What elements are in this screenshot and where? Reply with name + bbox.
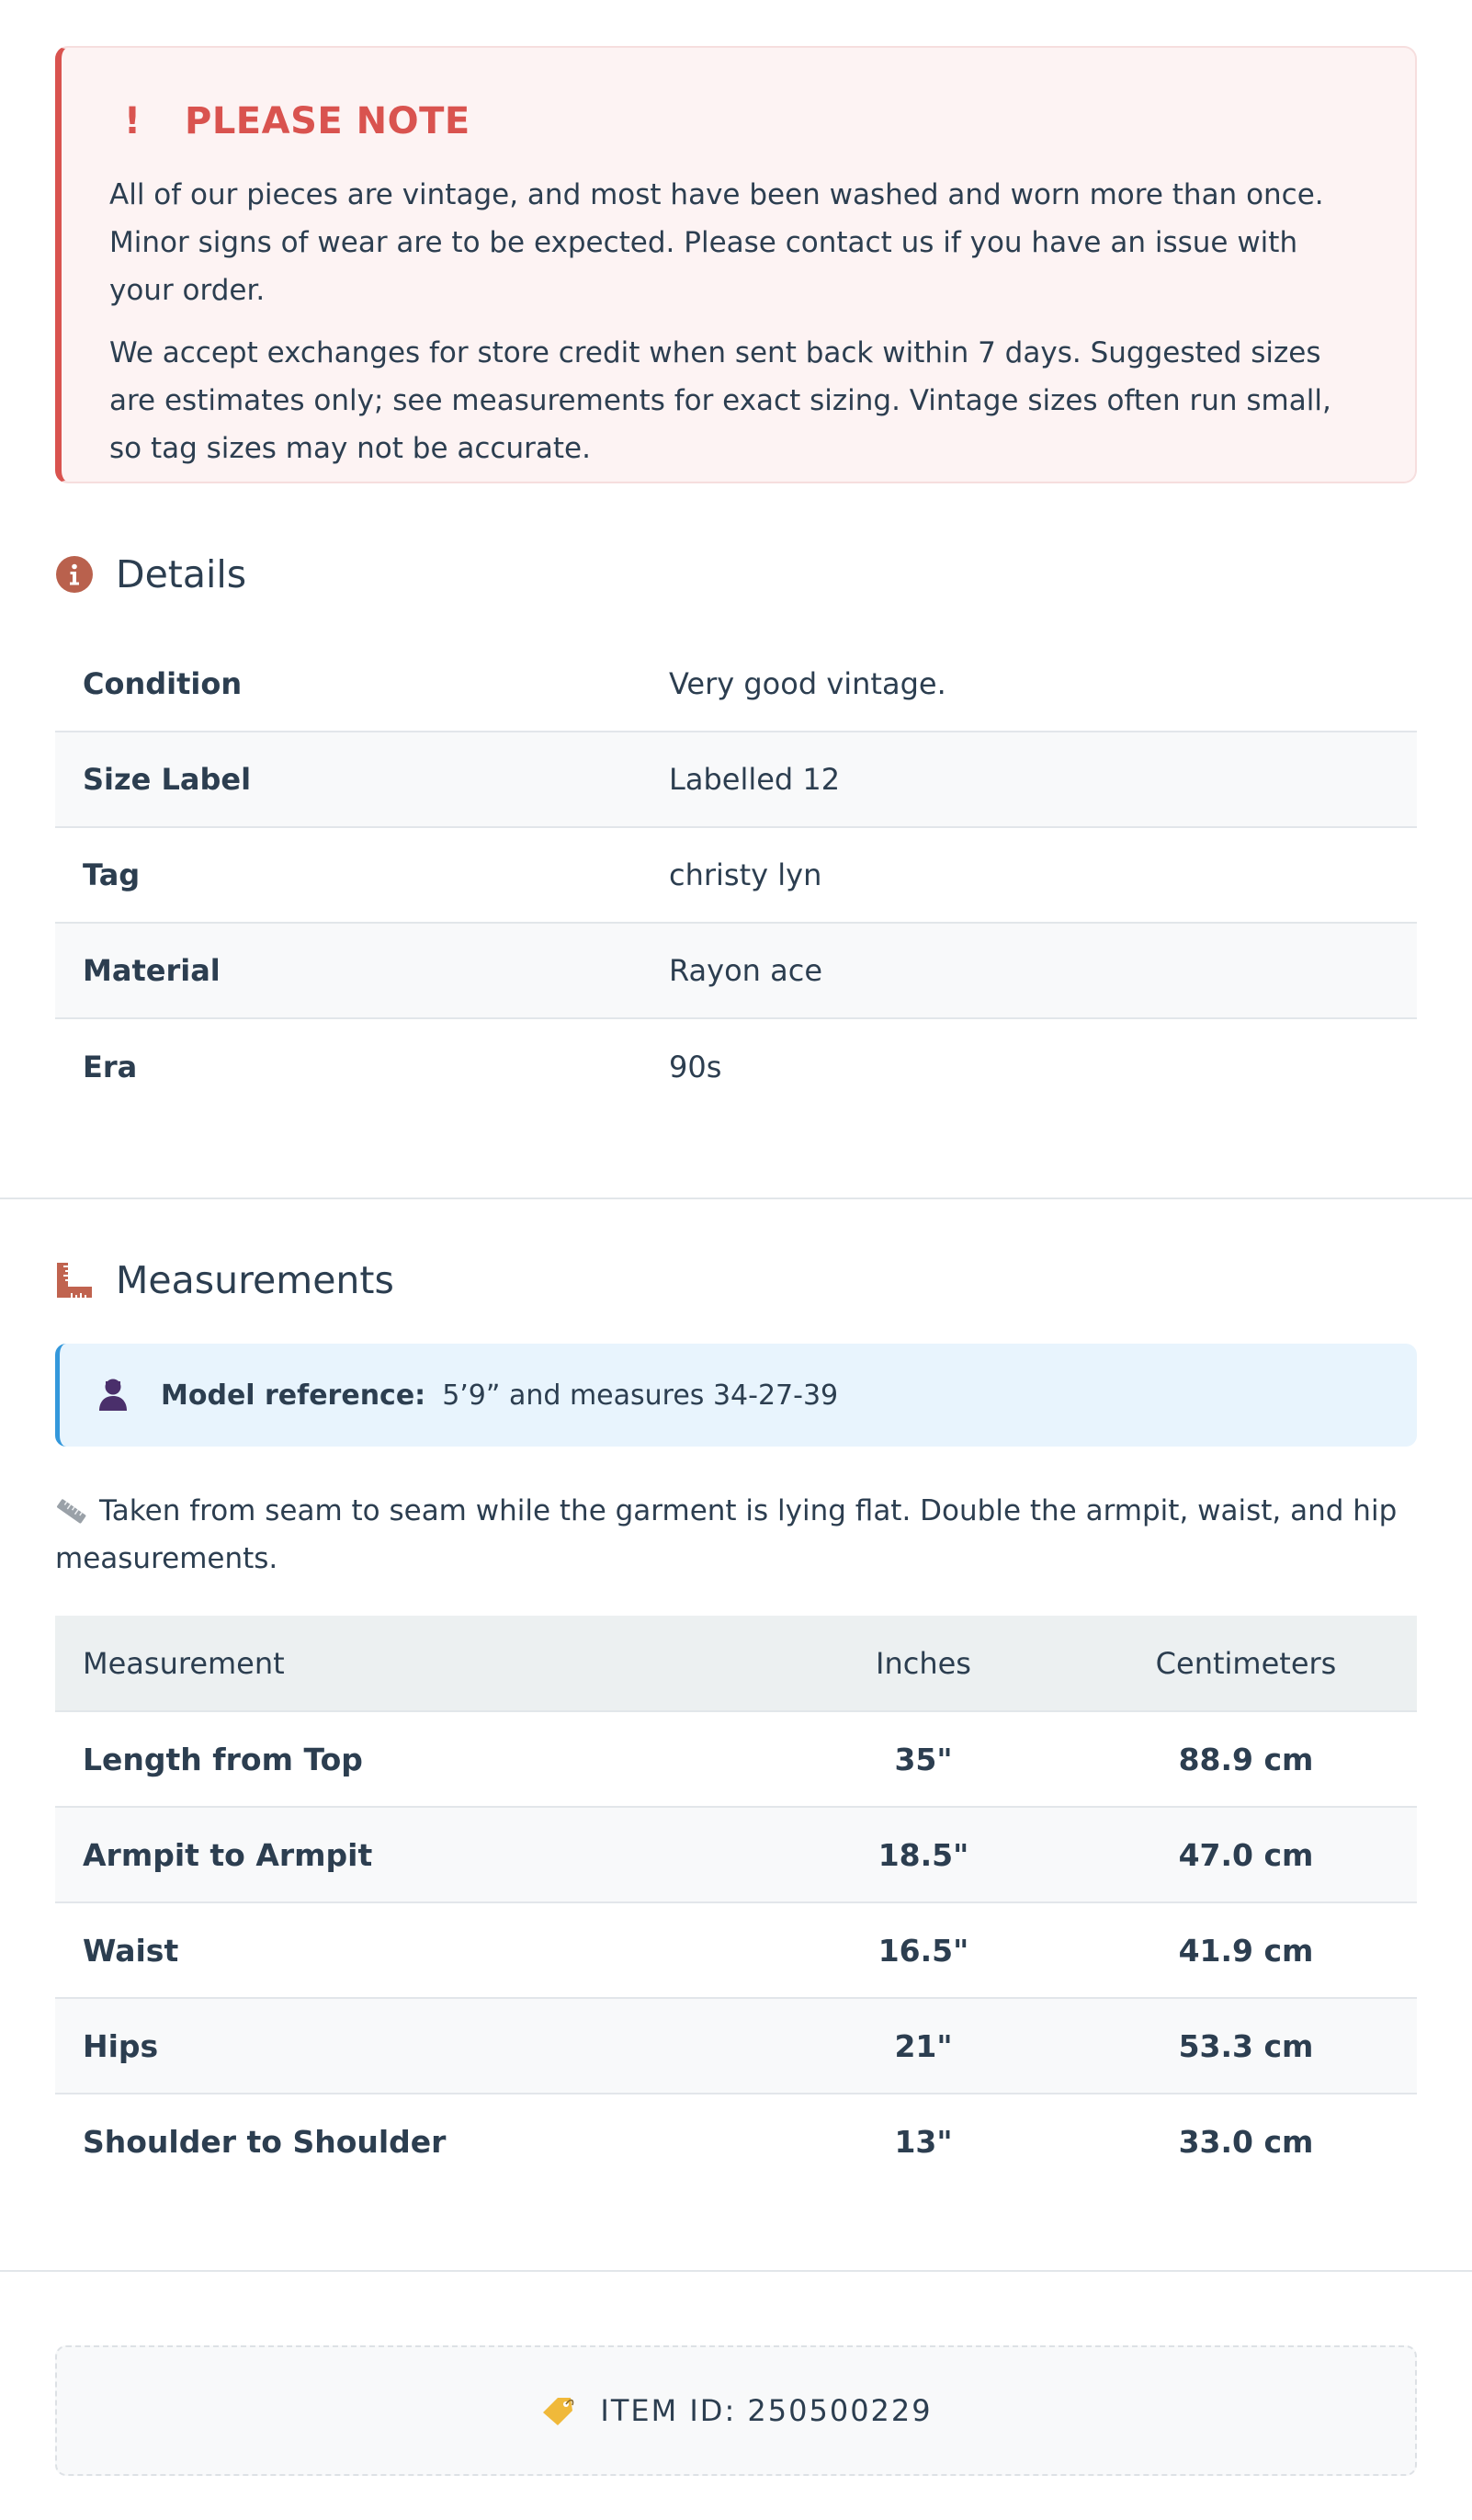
measurement-note xyxy=(55,1487,1417,1583)
section-divider xyxy=(0,2270,1472,2272)
notice-paragraph-1: All of our pieces are vintage, and most have been washed and worn more than once. Minor signs of wear are to be expected. Please contact us if you have an issue with your order. xyxy=(109,178,1324,307)
table-row xyxy=(55,1998,1417,2094)
measurement-name: Waist xyxy=(83,1932,179,1969)
column-header-measurement: Measurement xyxy=(55,1616,772,1711)
detail-label: Era xyxy=(83,1049,138,1084)
measurement-inches: 16.5" xyxy=(878,1932,969,1969)
table-row xyxy=(55,2094,1417,2189)
person-icon xyxy=(96,1378,130,1413)
detail-value: Very good vintage. xyxy=(669,665,946,701)
measurements-header xyxy=(55,1258,394,1302)
measurement-cm: 53.3 cm xyxy=(1178,2027,1314,2064)
notice-title: PLEASE NOTE xyxy=(185,100,470,142)
exclamation-icon: ! xyxy=(123,100,142,142)
measurements-title: Measurements xyxy=(116,1258,394,1302)
info-icon xyxy=(55,555,94,594)
detail-value: Rayon ace xyxy=(669,953,822,988)
section-divider xyxy=(0,1198,1472,1199)
details-table xyxy=(55,636,1417,1114)
table-row xyxy=(55,1018,1417,1114)
table-header-row xyxy=(55,1616,1417,1711)
notice-paragraph-2: We accept exchanges for store credit when sent back within 7 days. Suggested sizes are estimates only; see measurements for exact sizing. Vintage sizes often run small, so tag sizes may not be accurate. xyxy=(109,336,1331,465)
please-note-box xyxy=(55,46,1417,483)
table-row xyxy=(55,636,1417,732)
detail-label: Material xyxy=(83,953,221,988)
measurement-name: Length from Top xyxy=(83,1741,363,1777)
detail-label: Tag xyxy=(83,857,141,892)
measurement-name: Shoulder to Shoulder xyxy=(83,2124,447,2160)
table-row xyxy=(55,1711,1417,1807)
item-id-text: ITEM ID: 250500229 xyxy=(600,2393,933,2428)
measurement-name: Armpit to Armpit xyxy=(83,1836,373,1873)
column-header-inches: Inches xyxy=(772,1616,1075,1711)
table-row xyxy=(55,1902,1417,1998)
column-header-centimeters: Centimeters xyxy=(1075,1616,1417,1711)
details-title: Details xyxy=(116,552,247,596)
measurements-table xyxy=(55,1616,1417,2189)
model-reference-value: 5’9” and measures 34-27-39 xyxy=(442,1379,839,1412)
detail-value: Labelled 12 xyxy=(669,762,841,797)
notice-header xyxy=(109,101,1369,142)
measurement-cm: 88.9 cm xyxy=(1178,1741,1314,1777)
table-row xyxy=(55,1807,1417,1902)
table-row xyxy=(55,732,1417,827)
measurement-name: Hips xyxy=(83,2027,159,2064)
details-header xyxy=(55,552,246,596)
measurement-cm: 41.9 cm xyxy=(1178,1932,1314,1969)
measurement-inches: 35" xyxy=(894,1741,953,1777)
measurement-inches: 13" xyxy=(894,2124,953,2160)
measurement-inches: 18.5" xyxy=(878,1836,969,1873)
detail-label: Size Label xyxy=(83,762,252,797)
tag-icon xyxy=(539,2394,576,2427)
model-reference-box xyxy=(55,1344,1417,1447)
table-row xyxy=(55,827,1417,923)
measurement-cm: 47.0 cm xyxy=(1178,1836,1314,1873)
detail-value: 90s xyxy=(669,1049,722,1084)
measurement-inches: 21" xyxy=(894,2027,953,2064)
table-row xyxy=(55,923,1417,1018)
detail-label: Condition xyxy=(83,665,243,701)
item-id-box xyxy=(55,2345,1417,2476)
ruler-icon xyxy=(55,1261,94,1300)
detail-value: christy lyn xyxy=(669,857,822,892)
model-reference-label: Model reference: xyxy=(161,1379,426,1412)
measurement-cm: 33.0 cm xyxy=(1178,2124,1314,2160)
ruler-small-icon xyxy=(55,1498,88,1524)
measurement-note-text: Taken from seam to seam while the garment is lying flat. Double the armpit, waist, and hip measurements. xyxy=(55,1494,1398,1575)
